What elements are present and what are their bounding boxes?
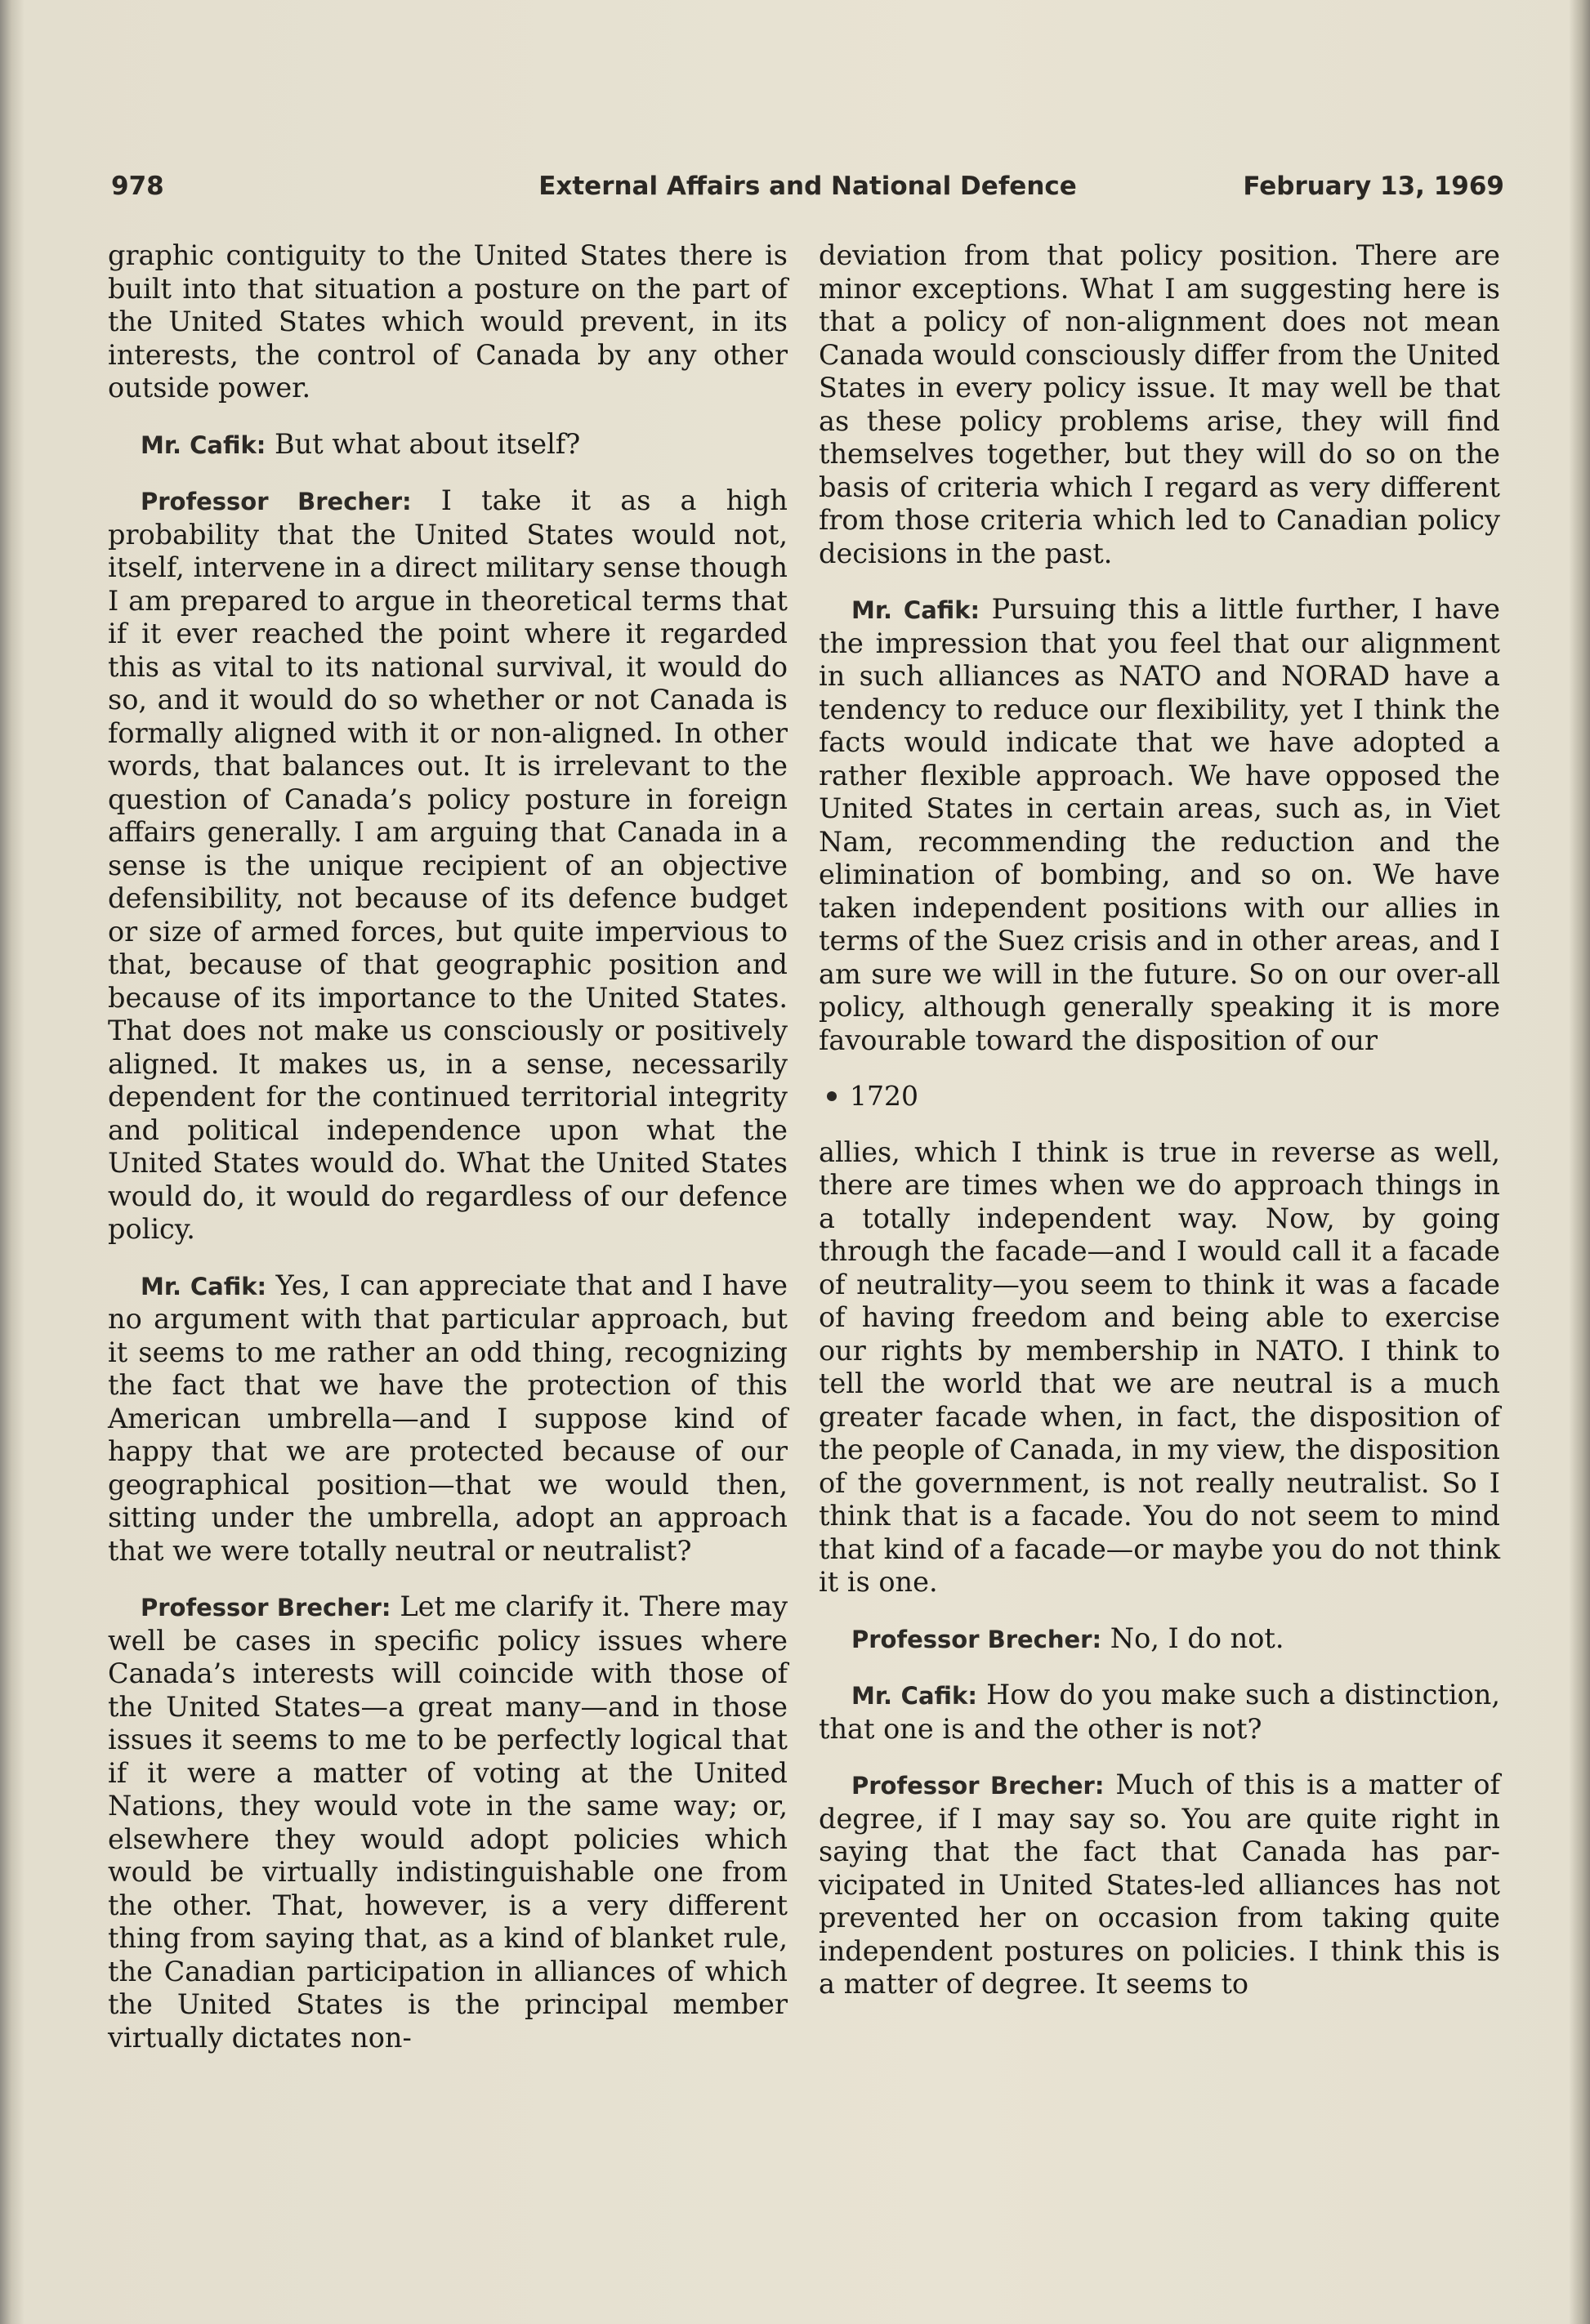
speaker-name: Professor Brecher: bbox=[851, 1772, 1105, 1800]
paragraph bbox=[108, 484, 788, 1247]
paragraph-text: Yes, I can appreciate that and I have no argument with that particular approach, but it seems to me rather an odd thing, recognizing the fact that we have the protection of this American umbrella—and I suppose kind of happy that we are protected because of our geographical position—that we would then, sitting under the umbrella, adopt an approach that we were totally neutral or neutralist? bbox=[108, 1269, 788, 1567]
paragraph bbox=[108, 1269, 788, 1568]
speaker-name: Mr. Cafik: bbox=[141, 430, 266, 459]
speaker-name: Mr. Cafik: bbox=[141, 1272, 267, 1300]
speaker-name: Professor Brecher: bbox=[141, 488, 412, 515]
paragraph bbox=[819, 239, 1500, 570]
paragraph bbox=[108, 428, 788, 462]
time-marker bbox=[819, 1080, 1500, 1113]
paragraph-text: Pursuing this a little further, I have the impression that you feel that our alignment in such alliances as NATO and NORAD have a tendency to reduce our flexibility, yet I think the facts would indicate that we have adopted a rather flexible approach. We have opposed the United States in certain areas, such as, in Viet Nam, recommending the reduction and the elimination of bombing, and so on. We have taken independent positions with our allies in terms of the Suez crisis and in other areas, and I am sure we will in the future. So on our over-all policy, although generally speaking it is more favourable toward the disposition of our bbox=[819, 593, 1500, 1056]
page-number: 978 bbox=[111, 172, 164, 201]
page-header bbox=[111, 172, 1504, 207]
paragraph-text: But what about itself? bbox=[275, 427, 581, 460]
paragraph bbox=[108, 239, 788, 405]
paragraph bbox=[108, 1590, 788, 2054]
paragraph bbox=[819, 1769, 1500, 2001]
paragraph-text: graphic contiguity to the United States there is built into that situation a posture on the part of the United States which would prevent, in its interests, the control of Canada by any other outside power. bbox=[108, 239, 788, 404]
right-column bbox=[819, 239, 1500, 2024]
running-title: External Affairs and National Defence bbox=[538, 172, 1077, 201]
paragraph-text: Let me clarify it. There may well be cases in specific policy issues where Canada’s interests will coincide with those of the United States—a great many—and in those issues it seems to me to be perfectly logical that if it were a matter of voting at the United Nations, they would vote in the same way; or, elsewhere they would adopt policies which would be virtually indistinguishable one from the other. That, however, is a very different thing from saying that, as a kind of blanket rule, the Canadian participation in alliances of which the United States is the principal member virtually dictates non- bbox=[108, 1590, 788, 2054]
time-marker-text: 1720 bbox=[850, 1080, 918, 1112]
speaker-name: Mr. Cafik: bbox=[851, 596, 980, 624]
paragraph-text: allies, which I think is true in reverse as well, there are times when we do approach things in a totally independent way. Now, by going through the facade—and I would call it a facade of neutrality—you seem to think it was a facade of having freedom and being able to exercise our rights by membership in NATO. I think to tell the world that we are neutral is a much greater facade when, in fact, the disposition of the people of Canada, in my view, the disposition of the government, is not really neutralist. So I think that is a facade. You do not seem to mind that kind of a facade—or maybe you do not think it is one. bbox=[819, 1135, 1500, 1598]
speaker-name: Professor Brecher: bbox=[851, 1625, 1102, 1653]
book-edge bbox=[1569, 0, 1590, 2324]
paragraph bbox=[819, 1136, 1500, 1599]
left-column bbox=[108, 239, 788, 2077]
paragraph-text: I take it as a high probability that the United States would not, itself, intervene in a direct military sense though I am prepared to argue in theoretical terms that if it ever reached the point where it regarded this as vital to its national survival, it would do so, and it would do so whether or not Canada is formally aligned with it or non-aligned. In other words, that balances out. It is irrelevant to the question of Canada’s policy posture in foreign affairs generally. I am arguing that Canada in a sense is the unique recipient of an objective defensibility, not because of its defence budget or size of armed forces, but quite impervious to that, because of that geographic position and because of its importance to the United States. That does not make us consciously or positively aligned. It makes us, in a sense, necessarily dependent for the continued territorial integrity and political independence upon what the United States would do. What the United States would do, it would do regardless of our defence policy. bbox=[108, 484, 788, 1245]
paragraph-text: How do you make such a distinction, that one is and the other is not? bbox=[819, 1679, 1501, 1745]
paragraph bbox=[819, 593, 1500, 1057]
paragraph bbox=[819, 1679, 1500, 1746]
bullet-icon bbox=[827, 1091, 837, 1101]
paragraph bbox=[819, 1622, 1500, 1657]
speaker-name: Professor Brecher: bbox=[141, 1594, 391, 1621]
paragraph-text: Much of this is a matter of degree, if I may say so. You are quite right in saying that the fact that Canada has parvicipated in United States-led alliances has not prevented her on occasion from taking quite independent postures on policies. I think this is a matter of degree. It seems to bbox=[819, 1769, 1500, 2000]
paragraph-text: No, I do not. bbox=[1110, 1621, 1284, 1654]
page-date: February 13, 1969 bbox=[1243, 172, 1504, 201]
paragraph-text: deviation from that policy position. There are minor exceptions. What I am suggesting here is that a policy of non-alignment does not mean Canada would consciously differ from the United States in every policy issue. It may well be that as these policy problems arise, they will find themselves together, but they will do so on the basis of criteria which I regard as very different from those criteria which led to Canadian policy decisions in the past. bbox=[819, 239, 1500, 569]
speaker-name: Mr. Cafik: bbox=[851, 1682, 977, 1710]
